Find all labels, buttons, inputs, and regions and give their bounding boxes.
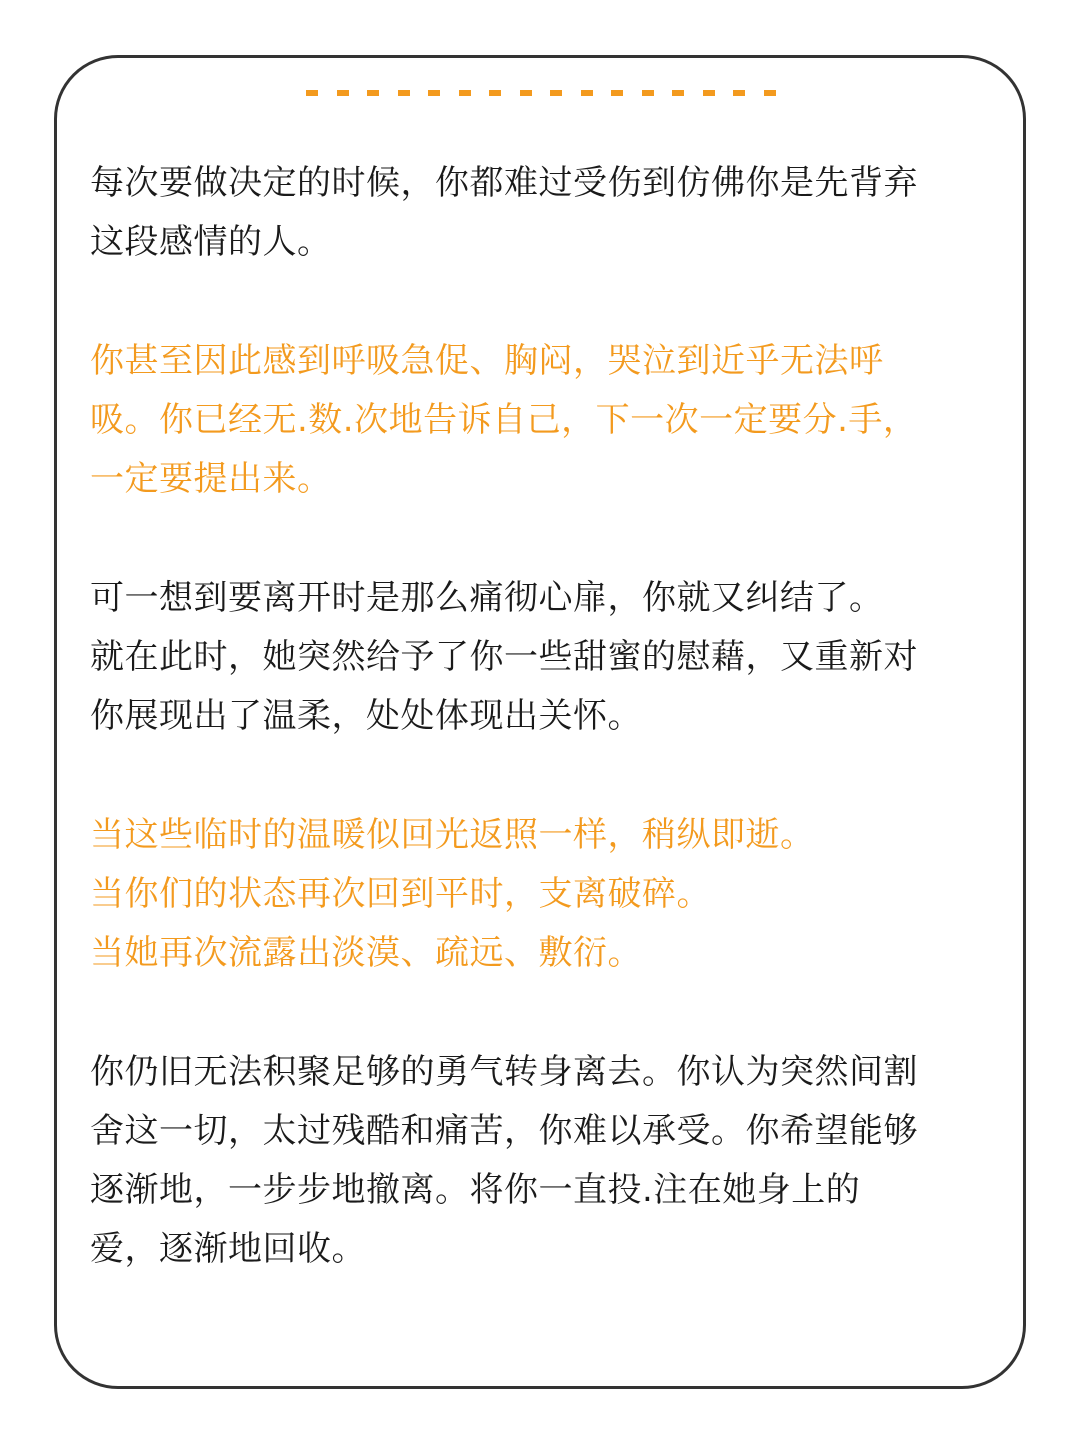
text-line: 当这些临时的温暖似回光返照一样，稍纵即逝。 [90,815,815,855]
divider-dash [398,90,410,96]
text-line: 舍这一切，太过残酷和痛苦，你难以承受。你希望能够 [90,1111,918,1151]
divider-dash [611,90,623,96]
text-line: 吸。你已经无.数.次地告诉自己，下一次一定要分.手， [90,400,918,440]
text-line: 当你们的状态再次回到平时，支离破碎。 [90,874,711,914]
article-body [90,154,990,1339]
divider-dash [428,90,440,96]
text-line: 你仍旧无法积聚足够的勇气转身离去。你认为突然间割 [90,1052,918,1092]
text-line: 每次要做决定的时候，你都难过受伤到仿佛你是先背弃 [90,163,918,203]
divider-dash [367,90,379,96]
text-line: 这段感情的人。 [90,222,332,262]
divider-dash [703,90,715,96]
text-line: 一定要提出来。 [90,459,332,499]
paragraph-5 [90,1043,990,1279]
divider-dash [459,90,471,96]
text-line: 可一想到要离开时是那么痛彻心扉，你就又纠结了。 [90,578,884,618]
divider-dash [550,90,562,96]
paragraph-3 [90,569,990,746]
divider-dash [733,90,745,96]
text-line: 爱，逐渐地回收。 [90,1229,366,1269]
text-line: 逐渐地，一步步地撤离。将你一直投.注在她身上的 [90,1170,861,1210]
divider-dash [306,90,318,96]
divider-dash [520,90,532,96]
divider-dash [337,90,349,96]
paragraph-1 [90,154,990,272]
divider-dash [642,90,654,96]
paragraph-4-highlight [90,806,990,983]
text-line: 你甚至因此感到呼吸急促、胸闷，哭泣到近乎无法呼 [90,341,884,381]
divider-dash [764,90,776,96]
divider-dash [672,90,684,96]
divider-dash [581,90,593,96]
divider-dash [489,90,501,96]
paragraph-2-highlight [90,332,990,509]
text-line: 就在此时，她突然给予了你一些甜蜜的慰藉，又重新对 [90,637,918,677]
text-line: 当她再次流露出淡漠、疏远、敷衍。 [90,933,642,973]
dashed-divider [306,90,776,96]
text-line: 你展现出了温柔，处处体现出关怀。 [90,696,642,736]
